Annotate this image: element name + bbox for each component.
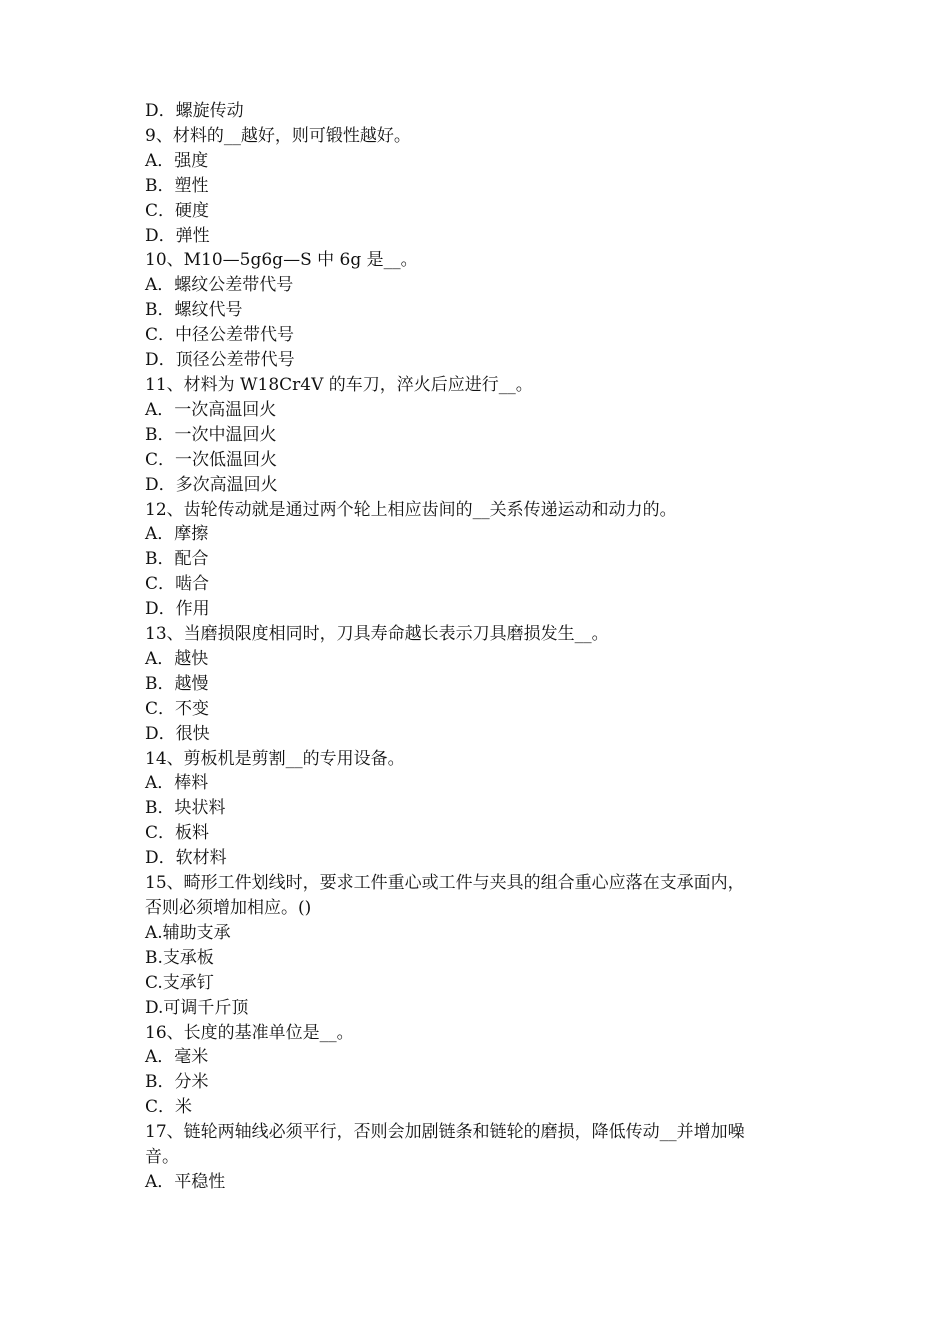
question-line: 17、链轮两轴线必须平行，否则会加剧链条和链轮的磨损，降低传动__并增加噪 (145, 1122, 745, 1143)
option-line: C.支承钉 (145, 972, 214, 993)
option-line: D．顶径公差带代号 (145, 350, 295, 371)
question-text-block (145, 99, 825, 1195)
question-line: 13、当磨损限度相同时，刀具寿命越长表示刀具磨损发生__。 (145, 624, 609, 645)
option-line: C．米 (145, 1097, 193, 1118)
option-line: B.支承板 (145, 947, 214, 968)
question-line: 14、剪板机是剪割__的专用设备。 (145, 748, 405, 769)
question-line: 11、材料为 W18Cr4V 的车刀，淬火后应进行__。 (145, 374, 533, 395)
option-line: B．越慢 (145, 673, 209, 694)
option-line: A．越快 (145, 648, 209, 669)
option-line: A．平稳性 (145, 1171, 226, 1192)
option-line: D．作用 (145, 599, 210, 620)
option-line: D.可调千斤顶 (145, 997, 249, 1018)
option-line: A．摩擦 (145, 524, 209, 545)
option-line: D．很快 (145, 723, 210, 744)
option-line: C．板料 (145, 823, 210, 844)
option-line: B．配合 (145, 549, 209, 570)
question-line-continued: 音。 (145, 1147, 179, 1168)
question-line: 15、畸形工件划线时，要求工件重心或工件与夹具的组合重心应落在支承面内， (145, 873, 745, 894)
option-line: C．啮合 (145, 574, 210, 595)
option-line: D．软材料 (145, 848, 227, 869)
option-line: B．分米 (145, 1072, 209, 1093)
option-line: C．中径公差带代号 (145, 325, 295, 346)
option-line: A．棒料 (145, 773, 209, 794)
option-line: A．强度 (145, 150, 209, 171)
question-line: 10、M10—5g6g—S 中 6g 是__。 (145, 250, 418, 271)
option-line: D．螺旋传动 (145, 101, 244, 121)
option-line: C．一次低温回火 (145, 449, 278, 470)
option-line: B．塑性 (145, 175, 209, 196)
option-line: C．不变 (145, 698, 210, 719)
option-line: B．一次中温回火 (145, 424, 277, 445)
option-line: A．一次高温回火 (145, 399, 277, 420)
option-line: A.辅助支承 (145, 922, 231, 943)
option-line: C．硬度 (145, 200, 210, 221)
option-line: D．多次高温回火 (145, 474, 278, 495)
question-line: 12、齿轮传动就是通过两个轮上相应齿间的__关系传递运动和动力的。 (145, 499, 677, 520)
option-line: B．块状料 (145, 798, 226, 819)
question-line-continued: 否则必须增加相应。() (145, 898, 312, 918)
option-line: D．弹性 (145, 225, 210, 246)
option-line: A．毫米 (145, 1047, 209, 1068)
question-line: 16、长度的基准单位是__。 (145, 1022, 354, 1043)
question-line: 9、材料的__越好，则可锻性越好。 (145, 125, 411, 146)
option-line: A．螺纹公差带代号 (145, 275, 294, 296)
option-line: B．螺纹代号 (145, 300, 243, 321)
